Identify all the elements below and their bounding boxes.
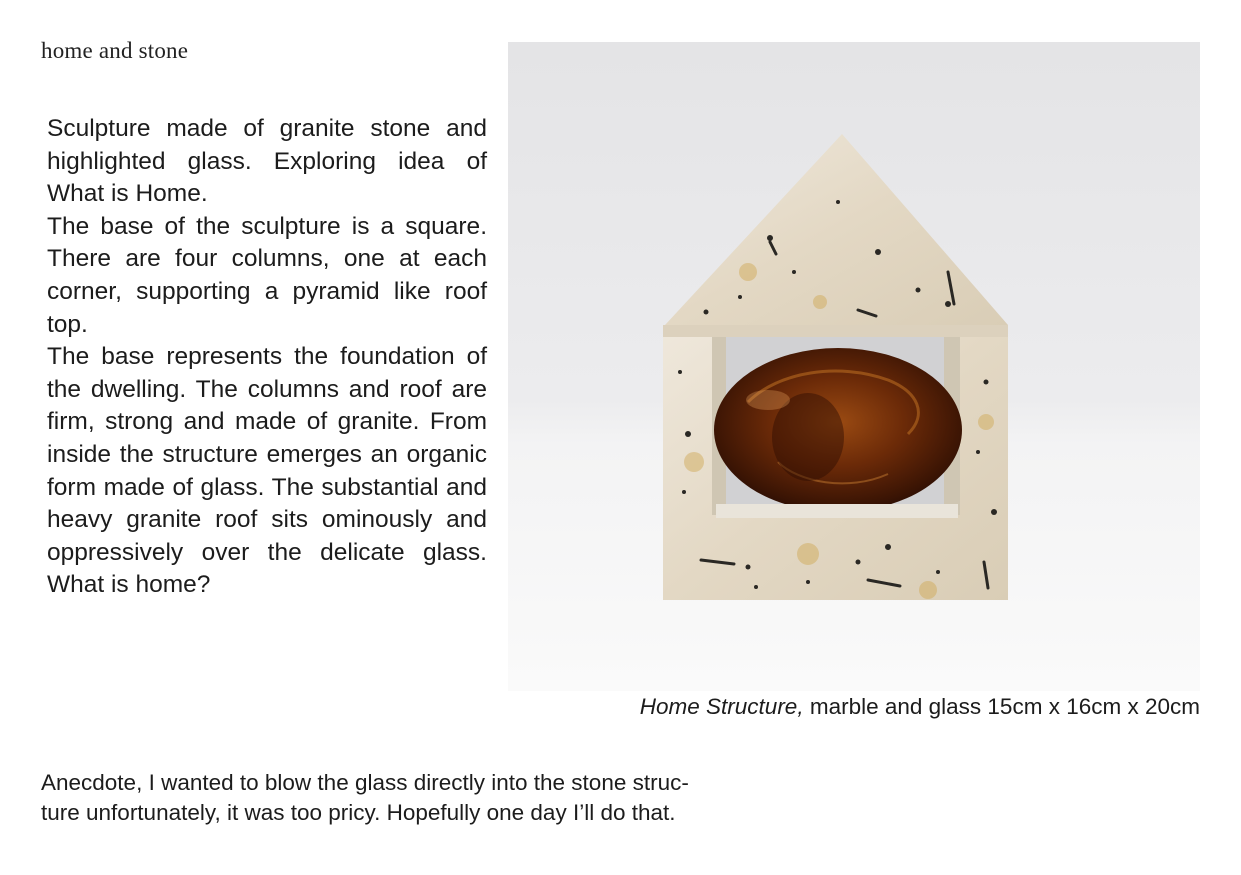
photo-caption	[640, 694, 1200, 720]
artwork-description	[47, 113, 487, 602]
anecdote-line: ture unfortunately, it was too pricy. Hopefully one day I’ll do that.	[41, 800, 676, 825]
sculpture-photo	[508, 42, 1200, 691]
artwork-title: Home Structure,	[639, 694, 804, 719]
page-heading: home and stone	[41, 38, 189, 63]
anecdote-text	[41, 768, 781, 828]
description-paragraph: The base of the sculpture is a square. There are four columns, one at each corner, supporting a pyramid like roof top.	[47, 212, 487, 338]
anecdote-line: Anecdote, I wanted to blow the glass directly into the stone struc-	[41, 770, 689, 795]
description-paragraph: Sculpture made of granite stone and highlighted glass. Exploring idea of What is Home.	[47, 115, 487, 208]
description-paragraph: The base represents the foundation of the dwelling. The columns and roof are firm, strong and made of granite. From inside the structure emerges an organic form made of glass. The substantial and heavy granite roof sits ominously and oppressively over the delicate glass. What is home?	[47, 343, 487, 599]
artwork-details: marble and glass 15cm x 16cm x 20cm	[803, 694, 1200, 719]
